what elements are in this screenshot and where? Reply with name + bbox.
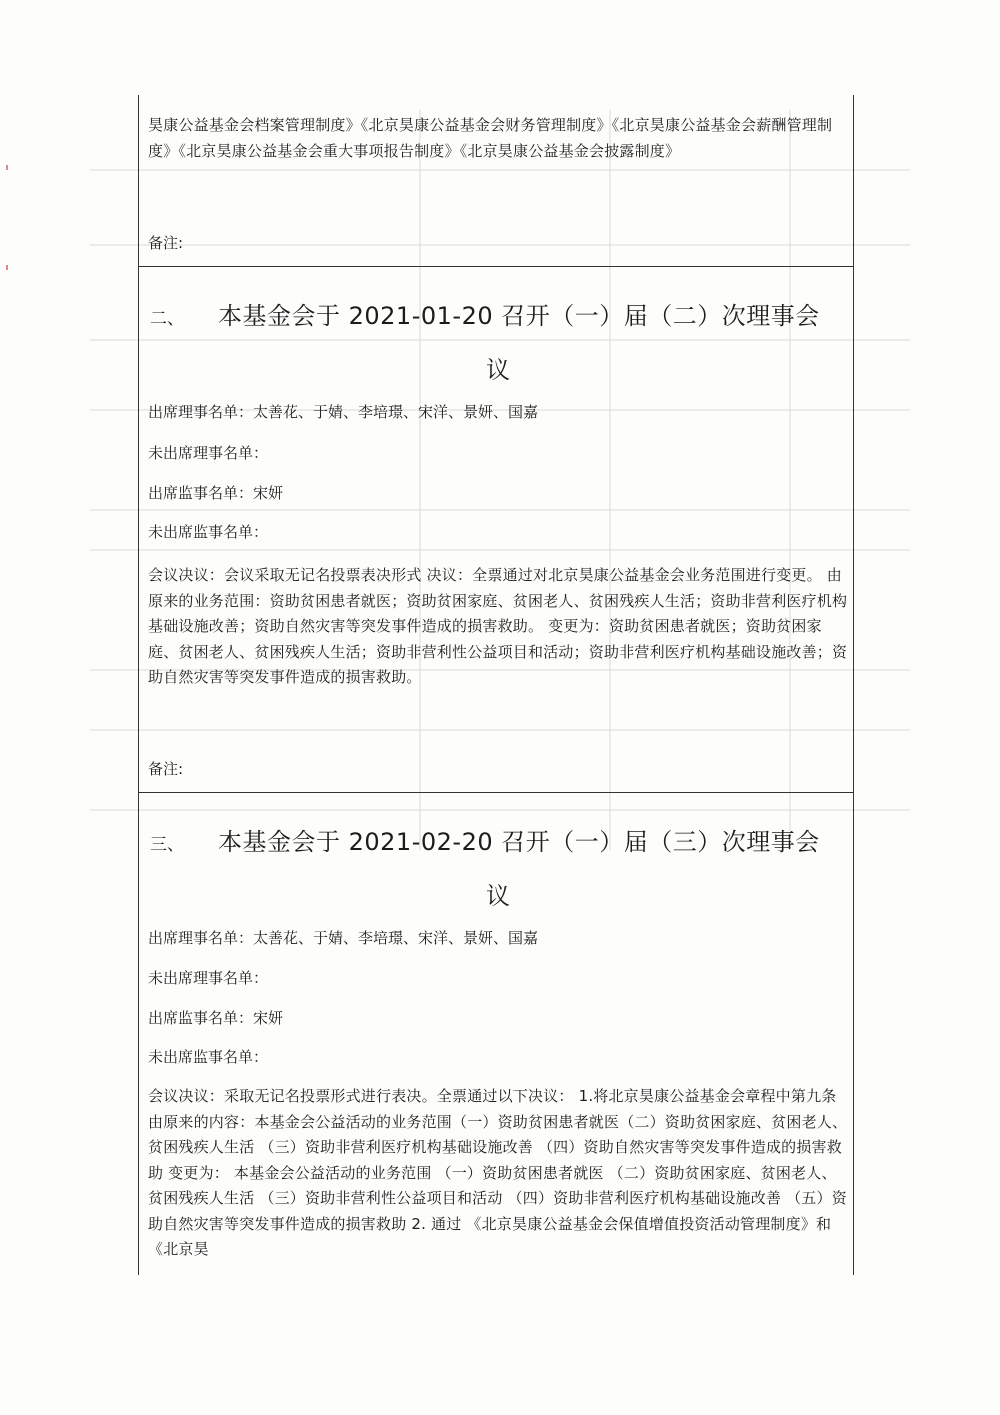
meeting-resolution: 会议决议：采取无记名投票形式进行表决。全票通过以下决议： 1.将北京昊康公益基金会章程中第九条由原来的内容：本基金会公益活动的业务范围（一）资助贫困患者就医（二）资助贫困家庭、贫困老人、贫困残疾人生活 （三）资助非营利医疗机构基础设施改善 （四）资助自然灾害等突发事件造成的损害救助 变更为： 本基金会公益活动的业务范围 （一）资助贫困患者就医 （二）资助贫困家庭、贫困老人、贫困残疾人生活 （三）资助非营利性公益项目和活动 （四）资助非营利医疗机构基础设施改善 （五）资助自然灾害等突发事件造成的损害救助 2. 通过 《北京昊康公益基金会保值增值投资活动管理制度》和《北京昊 <box>148 1087 848 1258</box>
section-number: 三、 <box>150 835 184 855</box>
scan-edge-mark <box>6 265 8 270</box>
section-3-title <box>148 822 848 862</box>
meeting-title: 本基金会于 2021-01-20 召开（一）届（二）次理事会 <box>218 302 820 330</box>
remark-label: 备注: <box>148 760 184 778</box>
absent-directors: 未出席理事名单： <box>148 969 269 987</box>
absent-supervisors: 未出席监事名单： <box>148 523 269 541</box>
scan-edge-mark <box>6 165 8 170</box>
section-divider <box>138 266 854 267</box>
attending-directors: 出席理事名单：太善花、于婧、李培璟、宋洋、景妍、国嘉 <box>148 403 539 421</box>
meeting-title-tail: 议 <box>486 356 510 384</box>
attending-directors: 出席理事名单：太善花、于婧、李培璟、宋洋、景妍、国嘉 <box>148 929 539 947</box>
attending-supervisors: 出席监事名单：宋妍 <box>148 1009 284 1027</box>
section-2-title <box>148 296 848 336</box>
previous-resolution-continuation: 昊康公益基金会档案管理制度》《北京昊康公益基金会财务管理制度》《北京昊康公益基金会薪酬管理制度》《北京昊康公益基金会重大事项报告制度》《北京昊康公益基金会披露制度》 <box>148 116 833 160</box>
absent-supervisors: 未出席监事名单： <box>148 1048 269 1066</box>
attending-supervisors: 出席监事名单：宋妍 <box>148 484 284 502</box>
meeting-title-tail: 议 <box>486 882 510 910</box>
section-divider <box>138 792 854 793</box>
absent-directors: 未出席理事名单： <box>148 444 269 462</box>
meeting-title: 本基金会于 2021-02-20 召开（一）届（三）次理事会 <box>218 828 820 856</box>
remark-label: 备注: <box>148 234 184 252</box>
meeting-resolution: 会议决议：会议采取无记名投票表决形式 决议：全票通过对北京昊康公益基金会业务范围进行变更。 由原来的业务范围：资助贫困患者就医；资助贫困家庭、贫困老人、贫困残疾人生活；资助非营利医疗机构基础设施改善；资助自然灾害等突发事件造成的损害救助。 变更为：资助贫困患者就医；资助贫困家庭、贫困老人、贫困残疾人生活；资助非营利性公益项目和活动；资助非营利医疗机构基础设施改善；资助自然灾害等突发事件造成的损害救助。 <box>148 566 848 686</box>
section-number: 二、 <box>150 309 184 329</box>
